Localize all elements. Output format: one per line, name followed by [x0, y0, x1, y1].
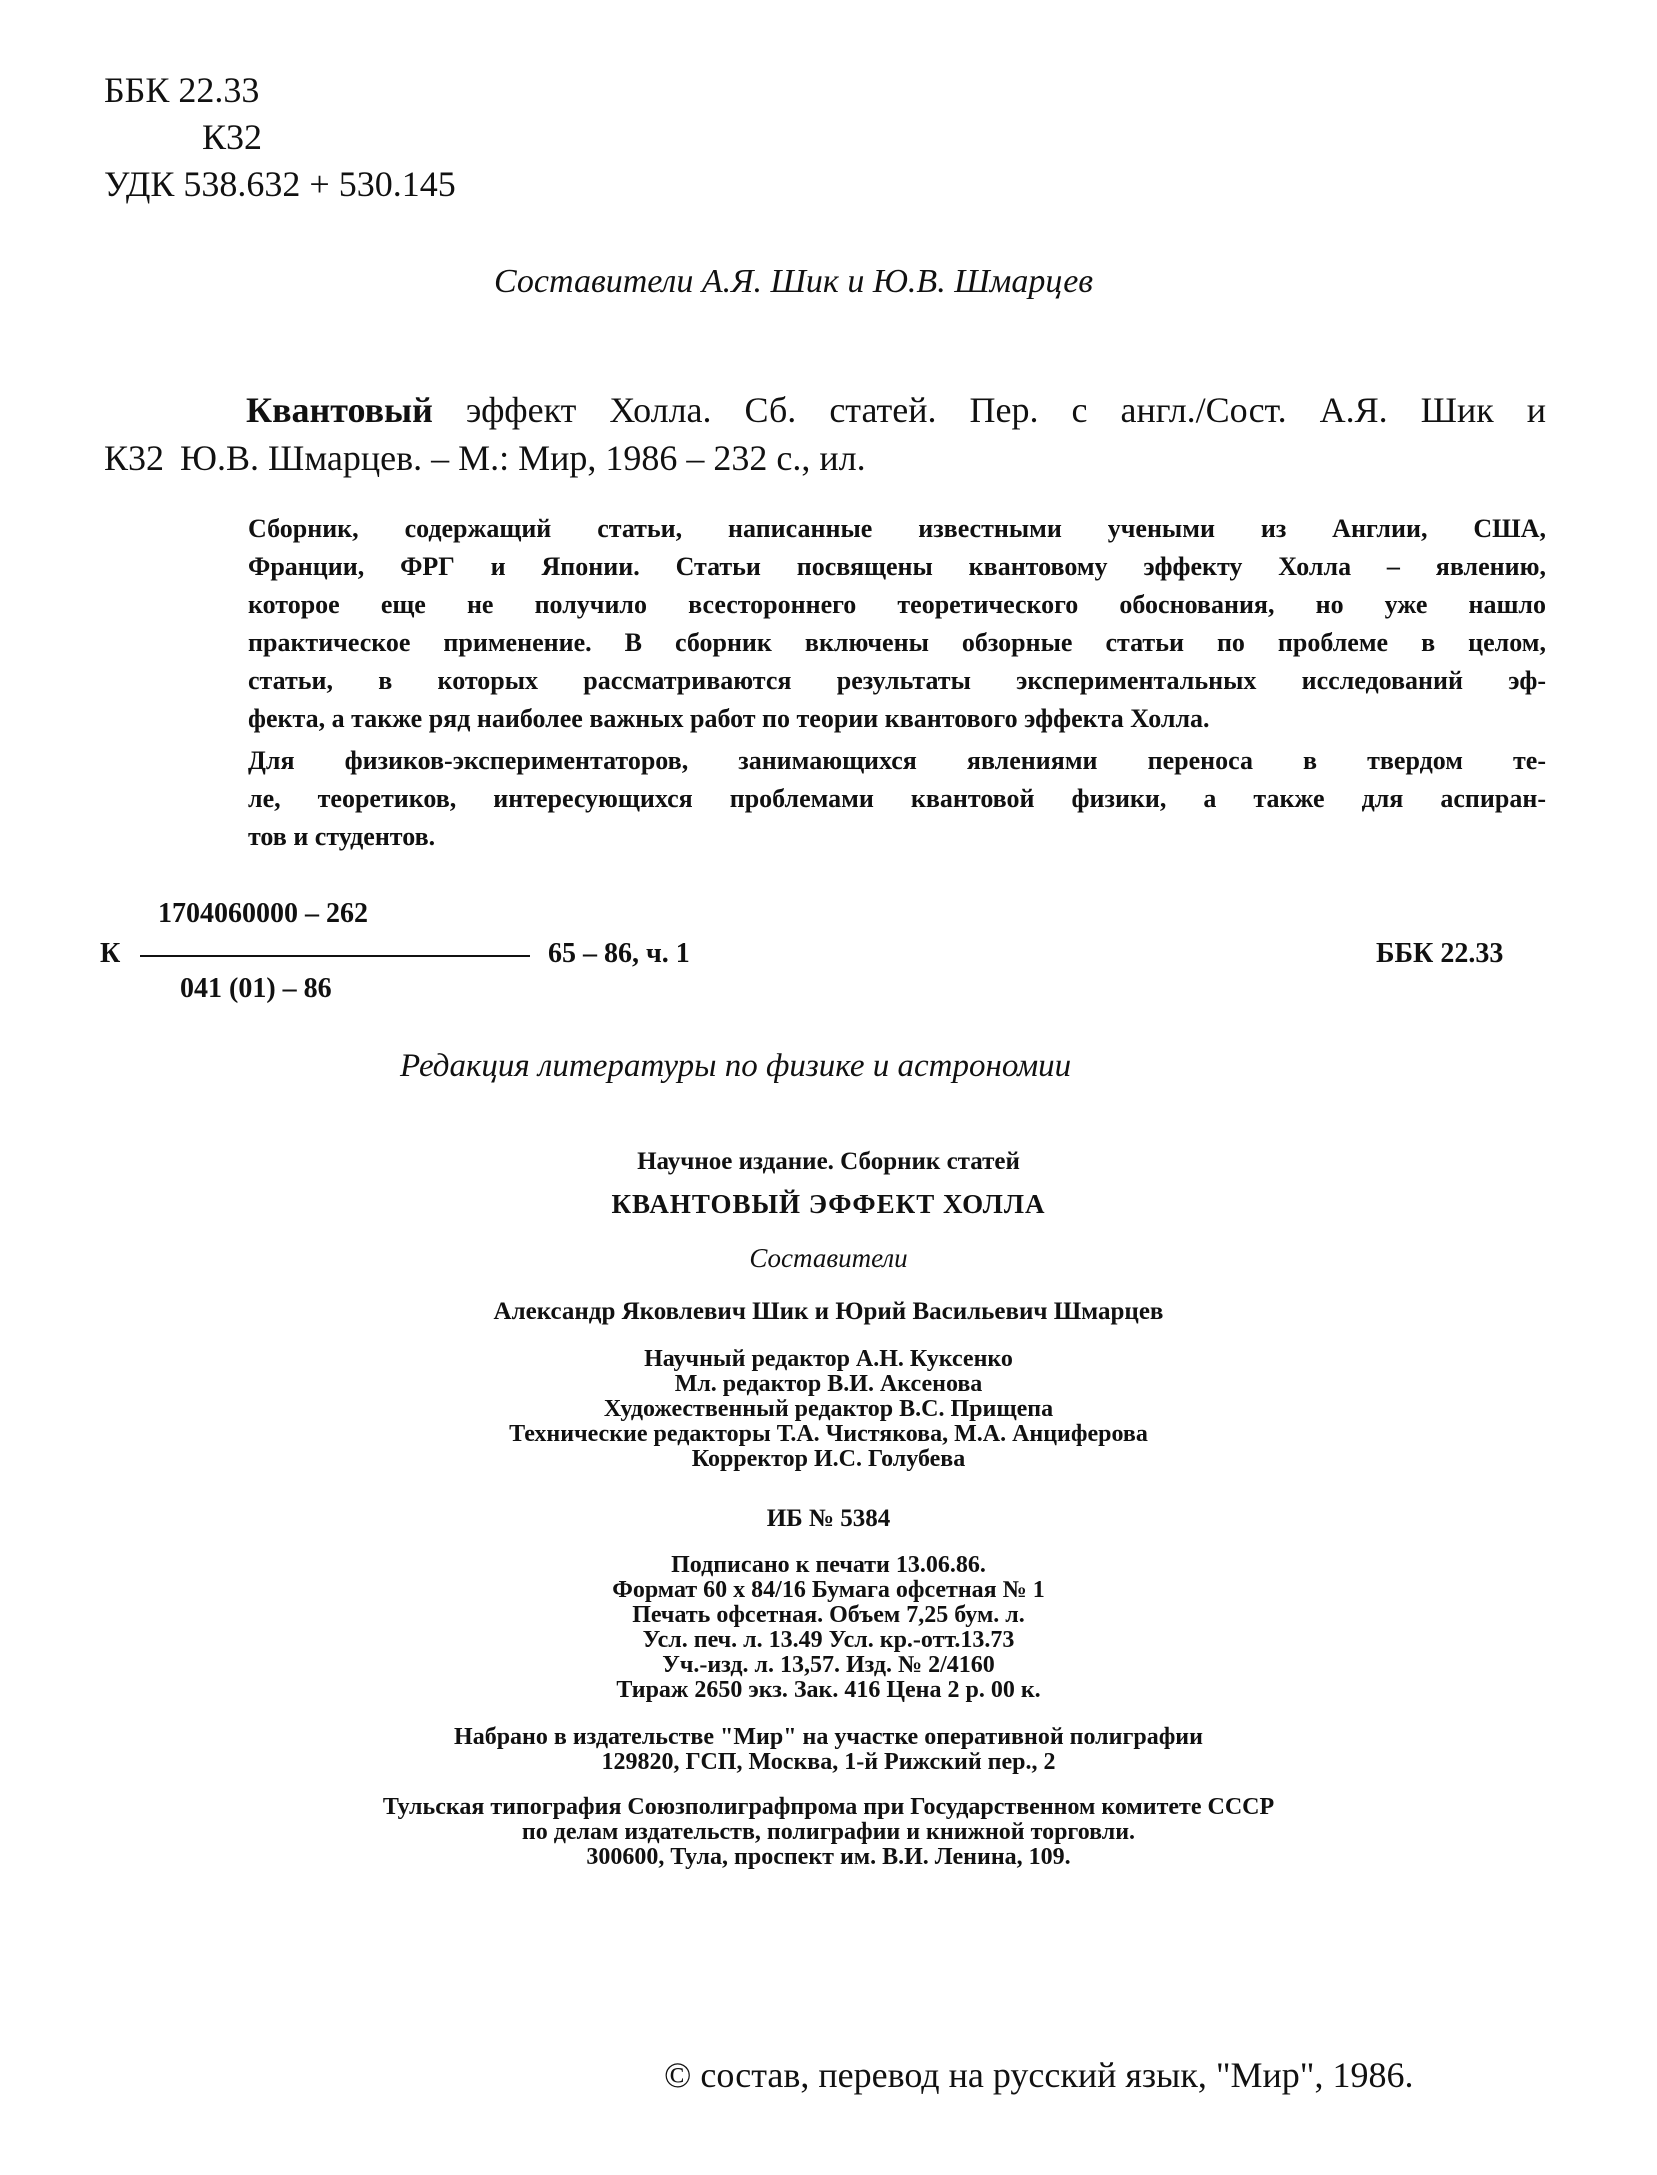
- colophon-title: КВАНТОВЫЙ ЭФФЕКТ ХОЛЛА: [611, 1189, 1046, 1219]
- printer-line: Тульская типография Союзполиграфпрома при Государственном комитете СССР: [382, 1794, 1275, 1820]
- abstract-line: Сборник, содержащий статьи, написанные известными учеными из Англии, США,: [248, 514, 1546, 543]
- catalog-right: 65 – 86, ч. 1: [548, 938, 690, 969]
- printer-line: 300600, Тула, проспект им. В.И. Ленина, 109.: [586, 1844, 1071, 1870]
- annotation-title-line-1: [246, 385, 1546, 435]
- print-detail-line: Усл. печ. л. 13.49 Усл. кр.-отт.13.73: [642, 1627, 1015, 1653]
- bbk-index: ББК 22.33: [104, 70, 260, 110]
- abstract-line: фекта, а также ряд наиболее важных работ по теории квантового эффекта Холла.: [248, 704, 1210, 733]
- abstract-paragraph-2: [200, 742, 1546, 856]
- staff-list: [0, 1347, 1657, 1472]
- print-detail-line: Печать офсетная. Объем 7,25 бум. л.: [632, 1602, 1025, 1628]
- annotation-title-bold: Квантовый: [246, 390, 433, 430]
- abstract-line: Для физиков-экспериментаторов, занимающихся явлениями переноса в твердом те-: [248, 746, 1546, 775]
- typeset-info: [0, 1725, 1657, 1775]
- print-detail-line: Формат 60 х 84/16 Бумага офсетная № 1: [612, 1577, 1045, 1603]
- print-detail-line: Уч.-изд. л. 13,57. Изд. № 2/4160: [662, 1652, 995, 1678]
- staff-line: Корректор И.С. Голубева: [691, 1446, 966, 1472]
- annotation-title-rest: эффект Холла. Сб. статей. Пер. с англ./Сост. А.Я. Шик и: [465, 390, 1546, 430]
- print-detail-line: Подписано к печати 13.06.86.: [671, 1552, 986, 1578]
- annotation-code: К32: [104, 438, 165, 478]
- abstract-line: практическое применение. В сборник включены обзорные статьи по проблеме в целом,: [248, 628, 1546, 657]
- printer-info: [0, 1795, 1657, 1870]
- compilers-line: Составители А.Я. Шик и Ю.В. Шмарцев: [494, 263, 1094, 300]
- compilers-label: Составители: [749, 1243, 908, 1273]
- typeset-line: Набрано в издательстве "Мир" на участке оперативной полиграфии: [454, 1724, 1203, 1750]
- editorial-office: Редакция литературы по физике и астрономии: [400, 1048, 1072, 1084]
- staff-line: Технические редакторы Т.А. Чистякова, М.А. Анциферова: [509, 1421, 1148, 1447]
- staff-line: Художественный редактор В.С. Прищепа: [603, 1396, 1054, 1422]
- catalog-bbk: ББК 22.33: [1376, 938, 1504, 969]
- catalog-letter: К: [100, 938, 121, 969]
- catalog-numerator: 1704060000 – 262: [158, 898, 368, 929]
- abstract-paragraph-1: [200, 510, 1546, 738]
- print-detail-line: Тираж 2650 экз. Зак. 416 Цена 2 р. 00 к.: [616, 1677, 1041, 1703]
- compilers-names: Александр Яковлевич Шик и Юрий Васильевич Шмарцев: [493, 1298, 1164, 1325]
- udk-index: УДК 538.632 + 530.145: [104, 164, 456, 204]
- abstract-line: которое еще не получило всестороннего теоретического обоснования, но уже нашло: [248, 590, 1546, 619]
- abstract-line: тов и студентов.: [248, 822, 436, 851]
- staff-line: Научный редактор А.Н. Куксенко: [644, 1346, 1013, 1372]
- abstract-line: статьи, в которых рассматриваются результаты экспериментальных исследований эф-: [248, 666, 1546, 695]
- annotation-title-line-2: Ю.В. Шмарцев. – М.: Мир, 1986 – 232 с., ил.: [180, 438, 866, 478]
- ib-number: ИБ № 5384: [766, 1505, 891, 1532]
- catalog-fraction-line: [140, 955, 530, 957]
- typeset-line: 129820, ГСП, Москва, 1-й Рижский пер., 2: [601, 1749, 1056, 1775]
- abstract-line: ле, теоретиков, интересующихся проблемами квантовой физики, а также для аспиран-: [248, 784, 1546, 813]
- edition-type: Научное издание. Сборник статей: [637, 1148, 1020, 1175]
- abstract-line: Франции, ФРГ и Японии. Статьи посвящены квантовому эффекту Холла – явлению,: [248, 552, 1546, 581]
- author-mark: К32: [202, 117, 263, 157]
- printer-line: по делам издательств, полиграфии и книжной торговли.: [521, 1819, 1136, 1845]
- staff-line: Мл. редактор В.И. Аксенова: [674, 1371, 983, 1397]
- abstract: [200, 510, 1546, 856]
- print-details: [0, 1553, 1657, 1703]
- catalog-denominator: 041 (01) – 86: [180, 973, 332, 1004]
- copyright: © состав, перевод на русский язык, "Мир", 1986.: [664, 2055, 1414, 2095]
